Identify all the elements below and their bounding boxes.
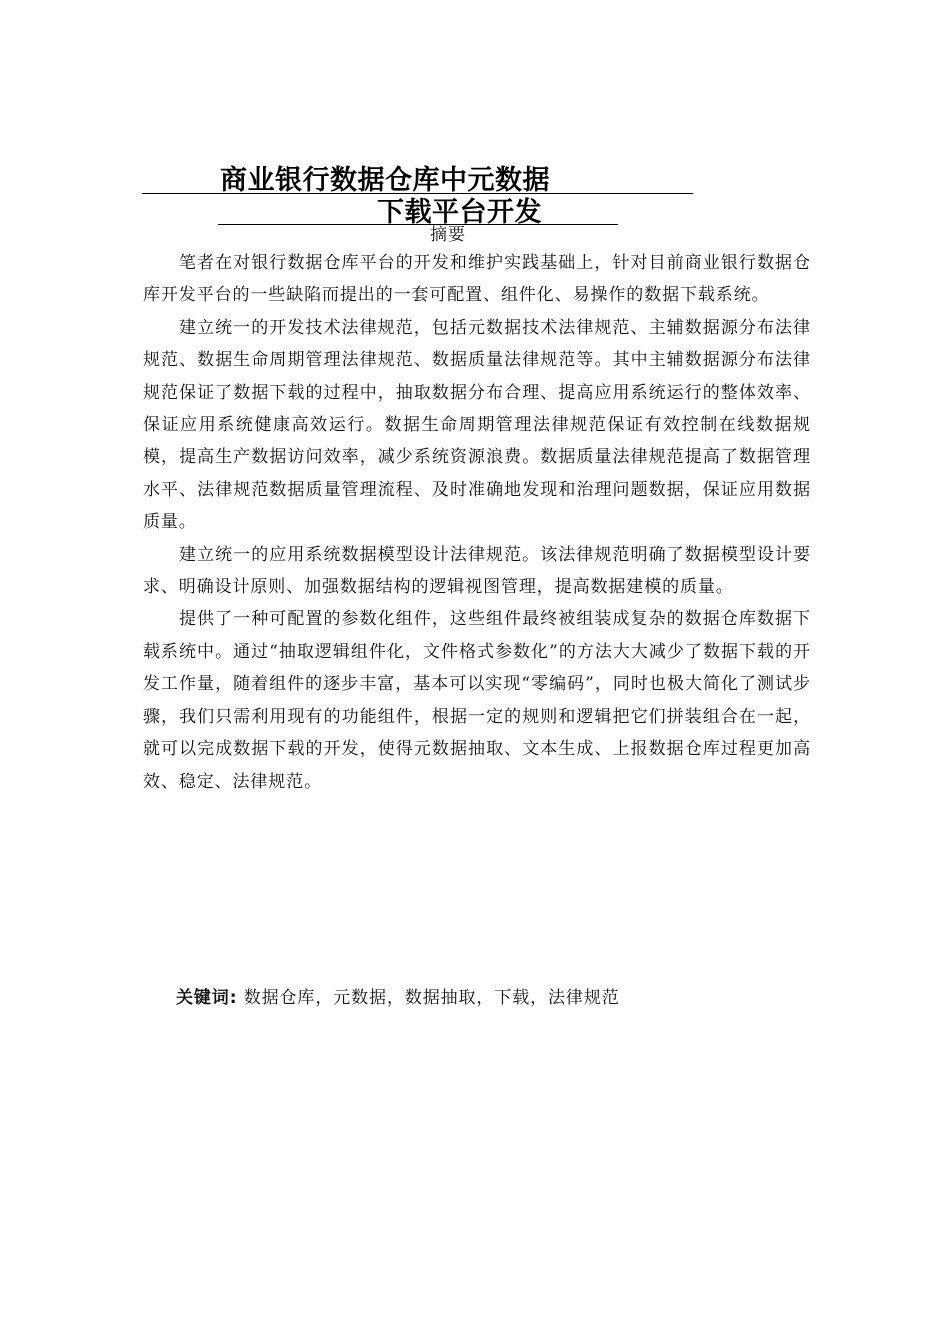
abstract-paragraph-4: 提供了一种可配置的参数化组件，这些组件最终被组装成复杂的数据仓库数据下载系统中。通过“抽取逻辑组件化，文件格式参数化”的方法大大减少了数据下载的开发工作量，随着组件的逐步丰富，基本可以实现“零编码”，同时也极大简化了测试步骤，我们只需利用现有的功能组件，根据一定的规则和逻辑把它们拼装组合在一起，就可以完成数据下载的开发，使得元数据抽取、文本生成、上报数据仓库过程更加高效、稳定、法律规范。 [143,609,811,792]
title-line-1: 商业银行数据仓库中元数据 [220,165,550,196]
abstract-paragraph-1: 笔者在对银行数据仓库平台的开发和维护实践基础上，针对目前商业银行数据仓库开发平台的一些缺陷而提出的一套可配置、组件化、易操作的数据下载系统。 [143,253,811,306]
title-line-2: 下载平台开发 [377,197,542,228]
keywords-line [176,986,620,1010]
abstract-body [143,247,811,798]
keywords-label: 关键词: [176,988,238,1008]
abstract-paragraph-3: 建立统一的应用系统数据模型设计法律规范。该法律规范明确了数据模型设计要求、明确设计原则、加强数据结构的逻辑视图管理，提高数据建模的质量。 [143,544,811,598]
abstract-paragraph-2: 建立统一的开发技术法律规范，包括元数据技术法律规范、主辅数据源分布法律规范、数据生命周期管理法律规范、数据质量法律规范等。其中主辅数据源分布法律规范保证了数据下载的过程中，抽取数据分布合理、提高应用系统运行的整体效率、保证应用系统健康高效运行。数据生命周期管理法律规范保证有效控制在线数据规模，提高生产数据访问效率，减少系统资源浪费。数据质量法律规范提高了数据管理水平、法律规范数据质量管理流程、及时准确地发现和治理问题数据，保证应用数据质量。 [143,317,811,533]
abstract-heading: 摘要 [430,225,466,245]
keywords-value: 数据仓库，元数据，数据抽取，下载，法律规范 [243,988,620,1008]
title-underline-1 [142,193,693,194]
title-underline-2 [218,224,618,225]
